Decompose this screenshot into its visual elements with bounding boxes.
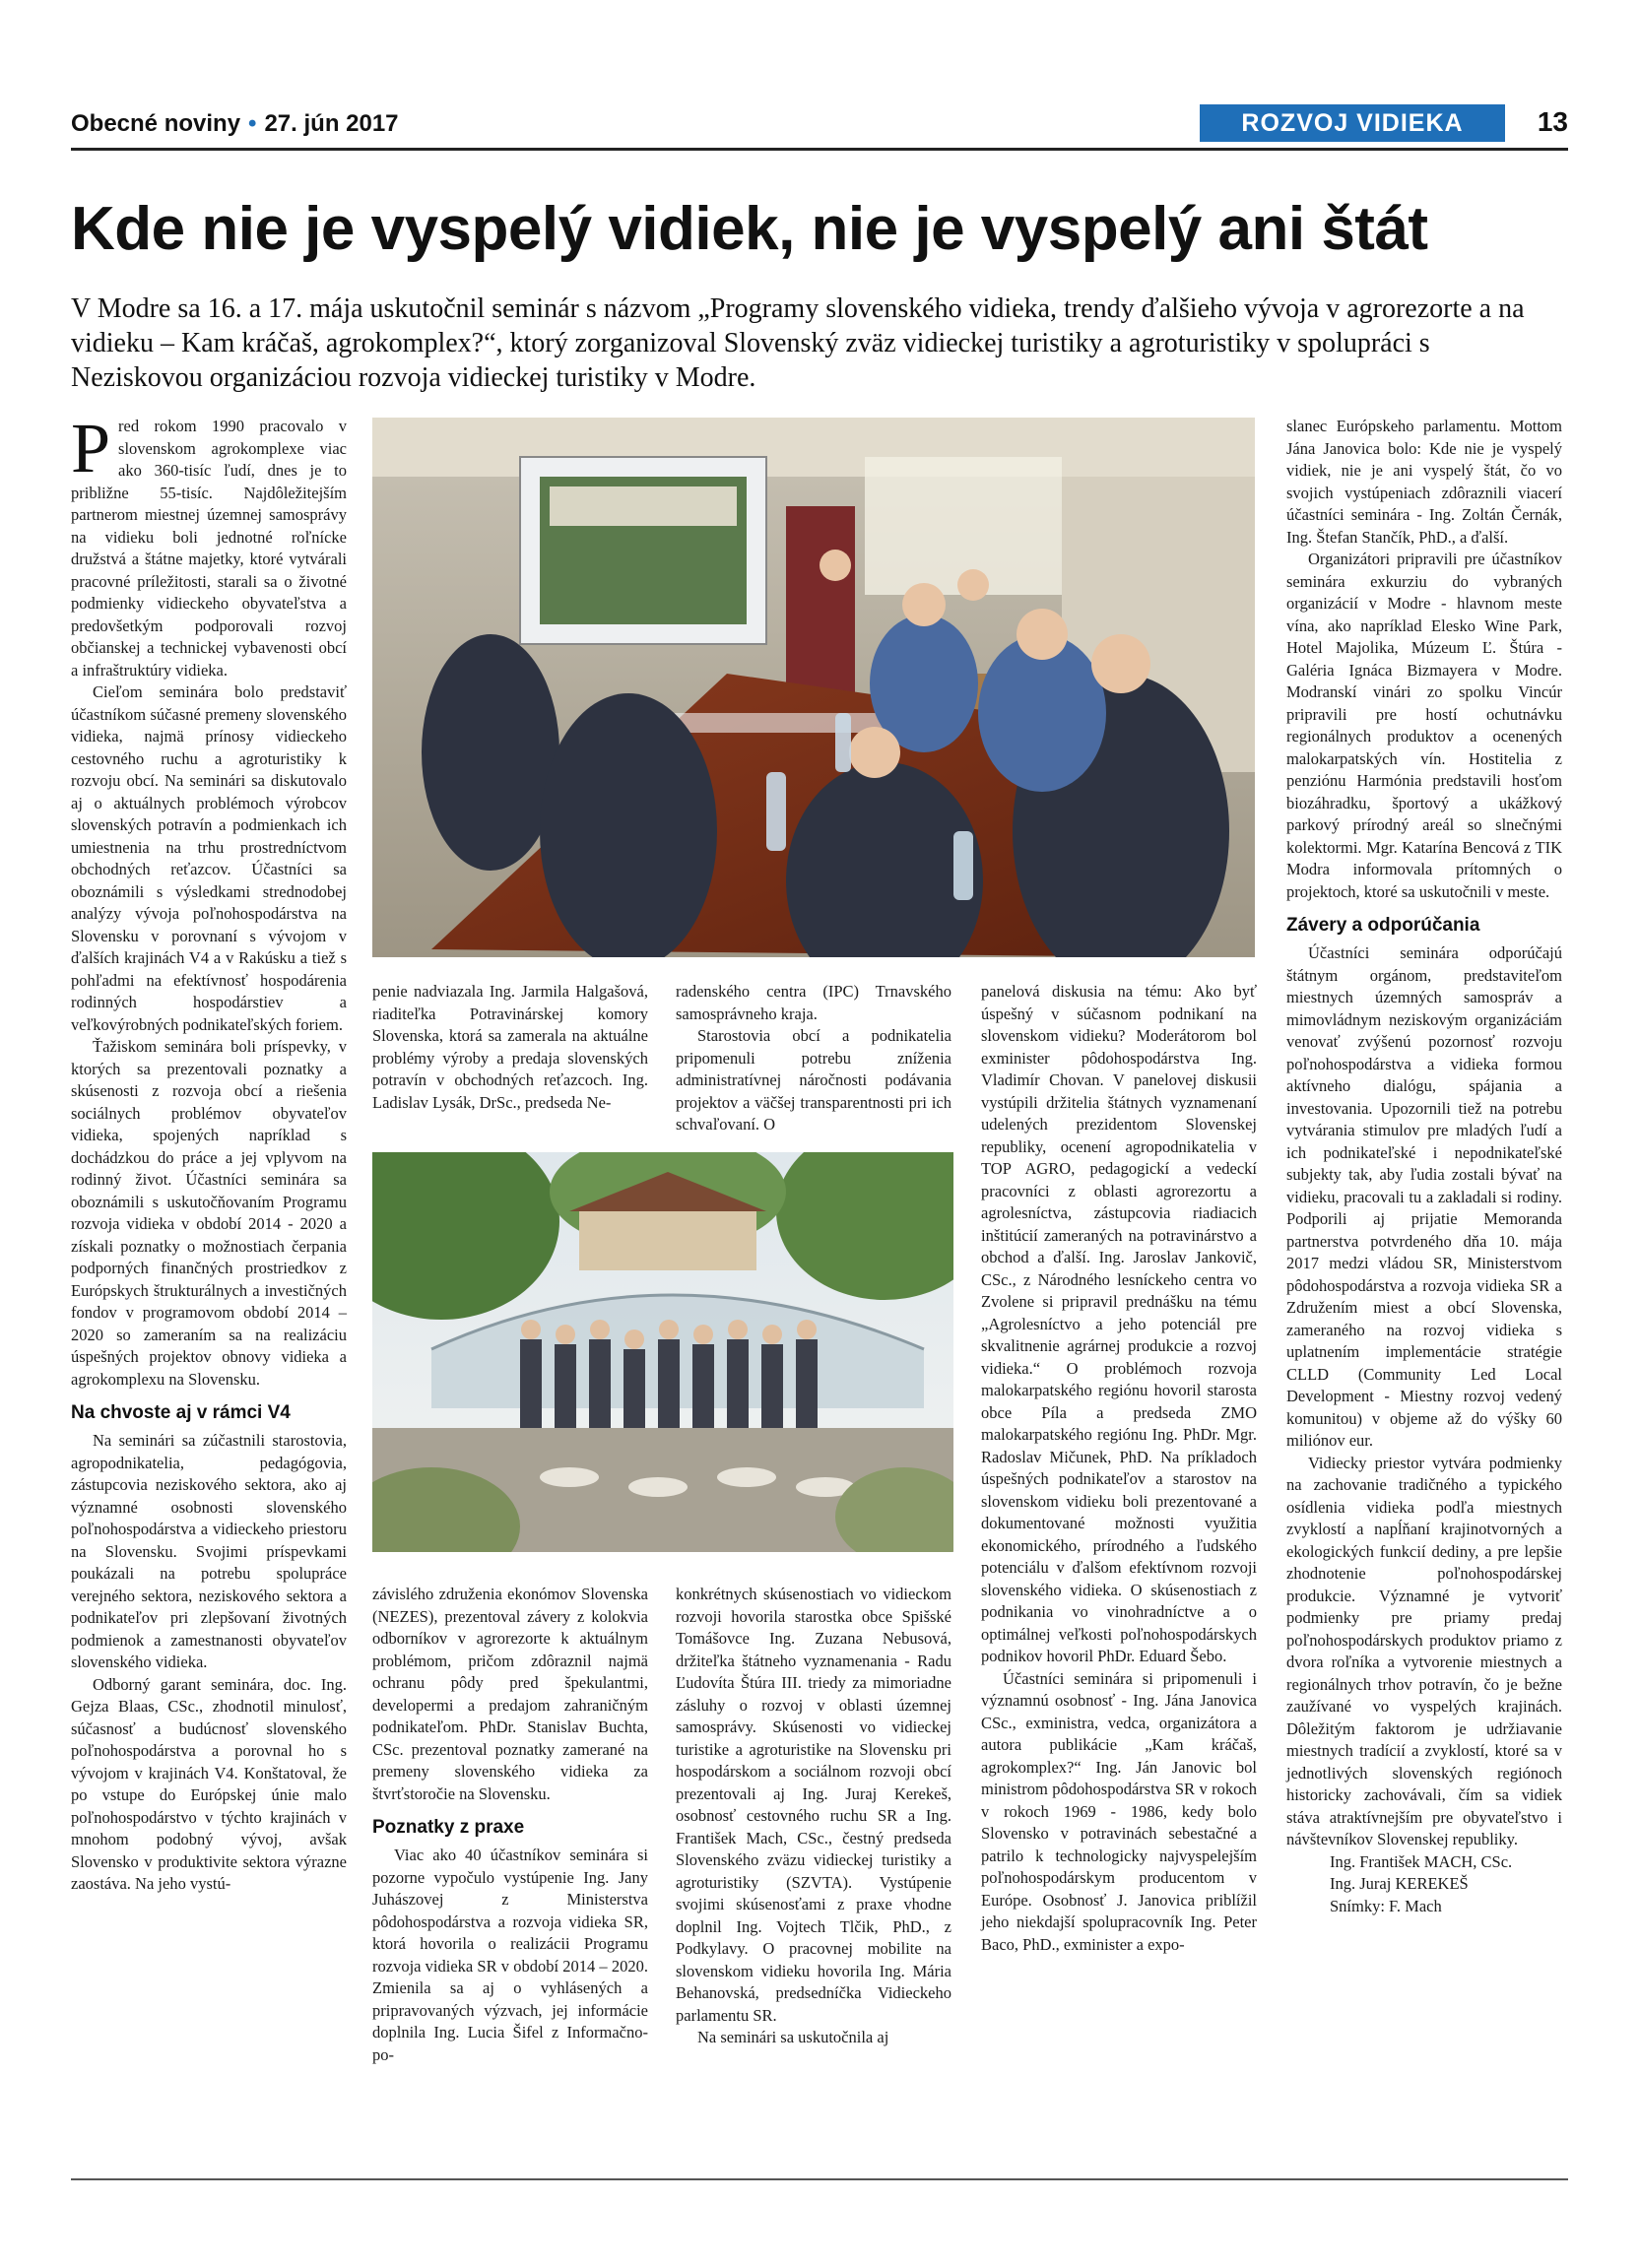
col4-paragraph-2: Účastníci seminára si pripomenuli i významnú osobnosť - Ing. Jána Janovica CSc., exministra, vedca, organizátora a autora publikácie „Kam kráčaš, agrokomplex?“ Ing. Ján Janovic bol ministrom pôdohospodárstva SR v rokoch v rokoch 1969 - 1986, kedy bolo Slovensko v potravinách sebestačné a patrilo k technologicky najvyspelejším poľnohospodárskym producentom v Európe. Osobnosť J. Janovica priblížil jeho niekdajší spolupracovník Ing. Peter Baco, PhD., exminister a expo- (981, 1668, 1257, 1954)
col5-paragraph-3: Účastníci seminára odporúčajú štátnym orgánom, predstaviteľom miestnych územných samospráv a mimovládnym neziskovým organizáciám venovať zvýšenú pozornosť rozvoju poľnohospodárstva a vidieka formou aktívneho dialógu, spájania a investovania. Upozornili tiež na potrebu vytvárania stimulov pre mladých ľudí a ich podnikateľské i nepodnikateľské subjekty tak, aby ľudia zostali bývať na vidieku, pracovali tu a zakladali si rodiny. Podporili aj prijatie Memoranda partnerstva potvrdeného dňa 10. mája 2017 medzi vládou SR, Ministerstvom pôdohospodárstva a rozvoja vidieka SR a Združením miest a obcí Slovenska, zameraného na rozvoj vidieka s uplatnením implementácie stratégie CLLD (Community Led Local Development - Miestny rozvoj vedený komunitou) v objeme až do výšky 60 miliónov eur. (1286, 943, 1562, 1450)
column-2-bottom (372, 1584, 648, 2066)
col1-paragraph-4: Na seminári sa zúčastnili starostovia, agropodnikatelia, pedagógovia, zástupcovia neziskového sektora, ako aj významné osobnosti slovenského poľnohospodárstva a vidieckeho priestoru na Slovensku. Svojimi príspevkami poukázali na potrebu spolupráce verejného sektora, neziskového sektora a podnikateľov pri zlepšovaní životných podmienok a zamestnanosti obyvateľov slovenského vidieka. (71, 1431, 347, 1671)
col2-bottom-paragraph-1: závislého združenia ekonómov Slovenska (NEZES), prezentoval závery z kolokvia odborníkov v agrorezorte k aktuálnym problémom, pričom zdôraznil najmä ochranu pôdy pred špekulantmi, developermi a predajom zahraničným podnikateľom. PhDr. Stanislav Buchta, CSc. prezentoval poznatky zamerané na premeny slovenského vidieka za štvrťstoročie na Slovensku. (372, 1585, 648, 1803)
column-5 (1286, 416, 1562, 1917)
seminar-room-photo-icon (372, 418, 1255, 957)
col2-mid-paragraph: penie nadviazala Ing. Jarmila Halgašová, riaditeľka Potravinárskej komory Slovenska, ktorá sa zamerala na aktuálne problémy výroby a predaja slovenských potravín v obchodných reťazcoch. Ing. Ladislav Lysák, DrSc., predseda Ne- (372, 982, 648, 1112)
col5-paragraph-2: Organizátori pripravili pre účastníkov seminára exkurziu do vybraných organizácií v Modre - hlavnom meste vína, ako napríklad Elesko Wine Park, Hotel Majolika, Múzeum Ľ. Štúra - Galéria Ignáca Bizmayera v Modre. Modranskí vinári zo spolku Vincúr pripravili pre hostí ochutnávku regionálnych produktov a ocenených malokarpatských vín. Hostitelia z penziónu Harmónia predstavili hosťom biozáhradku, športový a ukážkový parkový prírodný areál so slnečnými kolektormi. Mgr. Katarína Bencová z TIK Modra informovala prítomných o projektoch, ktoré sa uskutočnili v meste. (1286, 550, 1562, 901)
seminar-photo (372, 418, 1255, 957)
column-2-mid (372, 981, 648, 1114)
publication-line (71, 110, 399, 138)
col3-mid-paragraph-2: Starostovia obcí a podnikatelia pripomenuli potrebu zníženia administratívnej náročnosti podávania projektov a väčšej transparentnosti pri ich schvaľovaní. O (676, 1026, 951, 1134)
col3-mid-paragraph-1: radenského centra (IPC) Trnavského samosprávneho kraja. (676, 982, 951, 1023)
header-divider (71, 148, 1568, 151)
column-4 (981, 981, 1257, 1956)
issue-date: 27. jún 2017 (264, 110, 399, 137)
col1-paragraph-3: Ťažiskom seminára boli príspevky, v ktorých sa prezentovali poznatky a skúsenosti z rozvoja obcí a riešenia sociálnych problémov obyvateľov vidieka, spojených napríklad s dochádzkou do práce a jej vplyvom na rodinný život. Účastníci seminára sa oboznámili s uskutočňovaním Programu rozvoja vidieka v období 2014 - 2020 a získali poznatky o možnostiach čerpania podporných finančných prostriedkov z Európskych štrukturálnych a investičných fondov v programovom období 2014 – 2020 so zameraním sa na realizáciu úspešných projektov obnovy vidieka a agrokomplexu na Slovensku. (71, 1037, 347, 1389)
column-3-mid (676, 981, 951, 1136)
masthead (71, 100, 1568, 146)
col2-bottom-paragraph-2: Viac ako 40 účastníkov seminára si pozorne vypočulo vystúpenie Ing. Jany Juhászovej z Ministerstva pôdohospodárstva a rozvoja vidieka SR, ktorá hovorila o realizácii Programu rozvoja vidieka SR v období 2014 – 2020. Zmienila sa aj o vyhlásených a pripravovaných výzvach, jej informácie doplnila Ing. Lucia Šifel z Informačno-po- (372, 1846, 648, 2064)
author-2: Ing. Juraj KEREKEŠ (1330, 1874, 1469, 1893)
section-label: ROZVOJ VIDIEKA (1203, 107, 1502, 139)
headline: Kde nie je vyspelý vidiek, nie je vyspelý ani štát (71, 195, 1428, 263)
group-outdoor-photo-icon (372, 1152, 953, 1552)
footer-divider (71, 2178, 1568, 2180)
column-1 (71, 409, 347, 1896)
col5-paragraph-4: Vidiecky priestor vytvára podmienky na zachovanie tradičného a typického osídlenia vidieka podľa miestnych zvyklostí a napĺňaní krajinotvorných a ekologických funkcií dediny, a pre lepšie zhodnotenie poľnohospodárskej produkcie. Významné je vytvoriť podmienky pre priamy predaj poľnohospodárskych produktov priamo z dvora roľníka a vytvorenie miestnych a regionálnych trhov potravín, čo je bežne zaužívané vo vyspelých krajinách. Dôležitým faktorom je udržiavanie miestnych tradícií a zvyklostí, ktoré sa v jednotlivých slovenských regiónoch historicky zachovávali, čím sa vidiek stáva atraktívnejším pre obyvateľstvo i návštevníkov Slovenskej republiky. (1286, 1453, 1562, 1848)
subhead-prax: Poznatky z praxe (372, 1817, 525, 1838)
publication-name: Obecné noviny (71, 110, 241, 137)
drop-cap: P (71, 409, 111, 487)
section-box (1200, 104, 1505, 142)
lead-paragraph: V Modre sa 16. a 17. mája uskutočnil seminár s názvom „Programy slovenského vidieka, trendy ďalšieho vývoja v agrorezorte a na vidieku – Kam kráčaš, agrokomplex?“, ktorý zorganizoval Slovenský zväz vidieckej turistiky a agroturistiky v spolupráci s Neziskovou organizáciou rozvoja vidieckej turistiky v Modre. (71, 293, 1525, 393)
col3-bottom-last-line: Na seminári sa uskutočnila aj (697, 2028, 889, 2046)
col1-paragraph-2: Cieľom seminára bolo predstaviť účastníkom súčasné premeny slovenského vidieka, najmä prínosy vidieckeho cestovného ruchu a agroturistiky k rozvoju obcí. Na seminári sa diskutovalo aj o aktuálnych problémoch výrobcov slovenských potravín a podmienkach ich umiestnenia na trhu prostredníctvom obchodných reťazcov. Účastníci sa oboznámili s výsledkami strednodobej analýzy vývoja poľnohospodárstva na Slovensku v porovnaní s vývojom v ďalších krajinách V4 a v Rakúsku a tiež s pohľadmi na efektívnosť hospodárenia rodinných hospodárstiev a veľkovýrobných podnikateľských foriem. (71, 682, 347, 1034)
column-3-bottom (676, 1584, 951, 2049)
group-photo (372, 1152, 953, 1552)
col4-paragraph-1: panelová diskusia na tému: Ako byť úspešný v súčasnom podnikaní na slovenskom vidieku? Moderátorom bol exminister pôdohospodárstva Ing. Vladimír Chovan. V panelovej diskusii vystúpili držitelia štátnych vyznamenaní udelených prezidentom Slovenskej republiky, ocenení agropodnikatelia v TOP AGRO, pedagogickí a vedeckí pracovníci z oblasti agrorezortu a agrolesníctva, zástupcovia riadiacich inštitúcií zameraných na potravinárstvo a obchod a ďalší. Ing. Jaroslav Jankovič, CSc., z Národného lesníckeho centra vo Zvolene si pripravil prednášku na tému „Agrolesníctvo a jeho potenciál pre skvalitnenie agrárnej produkcie a rozvoj vidieka.“ O problémoch rozvoja malokarpatského regiónu hovoril starosta obce Píla a predseda ZMO malokarpatského regiónu Ing. PhDr. Mgr. Radoslav Mičunek, PhD. Na príkladoch úspešných podnikateľov a starostov na slovenskom vidieku boli prezentované a dokumentované možnosti využitia ekonomického, prírodného a ľudského potenciálu v ďalšom efektívnom rozvoji slovenského vidieka. O skúsenostiach z podnikania vo vinohradníctve a o optimálnej veľkosti poľnohospodárskych podnikov hovoril PhDr. Eduard Šebo. (981, 982, 1257, 1665)
photo-credit: Snímky: F. Mach (1330, 1896, 1442, 1915)
page-number: 13 (1537, 106, 1568, 137)
col3-bottom-paragraph: konkrétnych skúsenostiach vo vidieckom rozvoji hovorila starostka obce Spišské Tomášovce Ing. Zuzana Nebusová, držiteľka štátneho vyznamenania - Radu Ľudovíta Štúra III. triedy za mimoriadne zásluhy o rozvoj v oblasti územnej samosprávy. Skúsenosti vo vidieckej turistike a agroturistike na Slovensku pri hospodárskom a sociálnom rozvoji obcí prezentovali aj Ing. Juraj Kerekeš, osobnosť cestovného ruchu SR a Ing. František Mach, CSc., čestný predseda Slovenského zväzu vidieckej turistiky a agroturistiky (SZVTA). Vystúpenie svojimi skúsenosťami z praxe vhodne doplnil Ing. Vojtech Tlčik, PhD., z Podkylavy. O pracovnej mobilite na slovenskom vidieku hovorila Ing. Mária Behanovská, predsedníčka Vidieckeho parlamentu SR. (676, 1585, 951, 2025)
col1-paragraph-5: Odborný garant seminára, doc. Ing. Gejza Blaas, CSc., zhodnotil minulosť, súčasnosť a budúcnosť slovenského poľnohospodárstva a porovnal ho s vývojom v krajinách V4. Konštatoval, že po vstupe do Európskej únie malo poľnohospodárstvo v týchto krajinách v mnohom podobný vývoj, avšak Slovensko v produktivite sektora výrazne zaostáva. Na jeho vystú- (71, 1674, 347, 1893)
subhead-v4: Na chvoste aj v rámci V4 (71, 1402, 291, 1423)
subhead-zavery: Závery a odporúčania (1286, 915, 1480, 936)
col5-paragraph-1: slanec Európskeho parlamentu. Mottom Jána Janovica bolo: Kde nie je vyspelý vidiek, nie je ani vyspelý štát, čo vo svojich vystúpeniach zdôraznili viacerí účastníci seminára - Ing. Zoltán Černák, Ing. Štefan Stančík, PhD., a ďalší. (1286, 417, 1562, 547)
col1-paragraph-1: Pred rokom 1990 pracovalo v slovenskom agrokomplexe viac ako 360-tisíc ľudí, dnes je to približne 55-tisíc. Najdôležitejším partnerom miestnej územnej samosprávy na vidieku boli jednotné roľnícke družstvá a štátne majetky, ktoré vytvárali pracovné príležitosti, starali sa o životné podmienky vidieckeho obyvateľstva a predovšetkým podporovali rozvoj občianskej a technickej vybavenosti obcí a infraštruktúry vidieka. (71, 409, 347, 680)
author-1: Ing. František MACH, CSc. (1330, 1851, 1513, 1871)
separator-dot-icon: • (248, 110, 257, 137)
